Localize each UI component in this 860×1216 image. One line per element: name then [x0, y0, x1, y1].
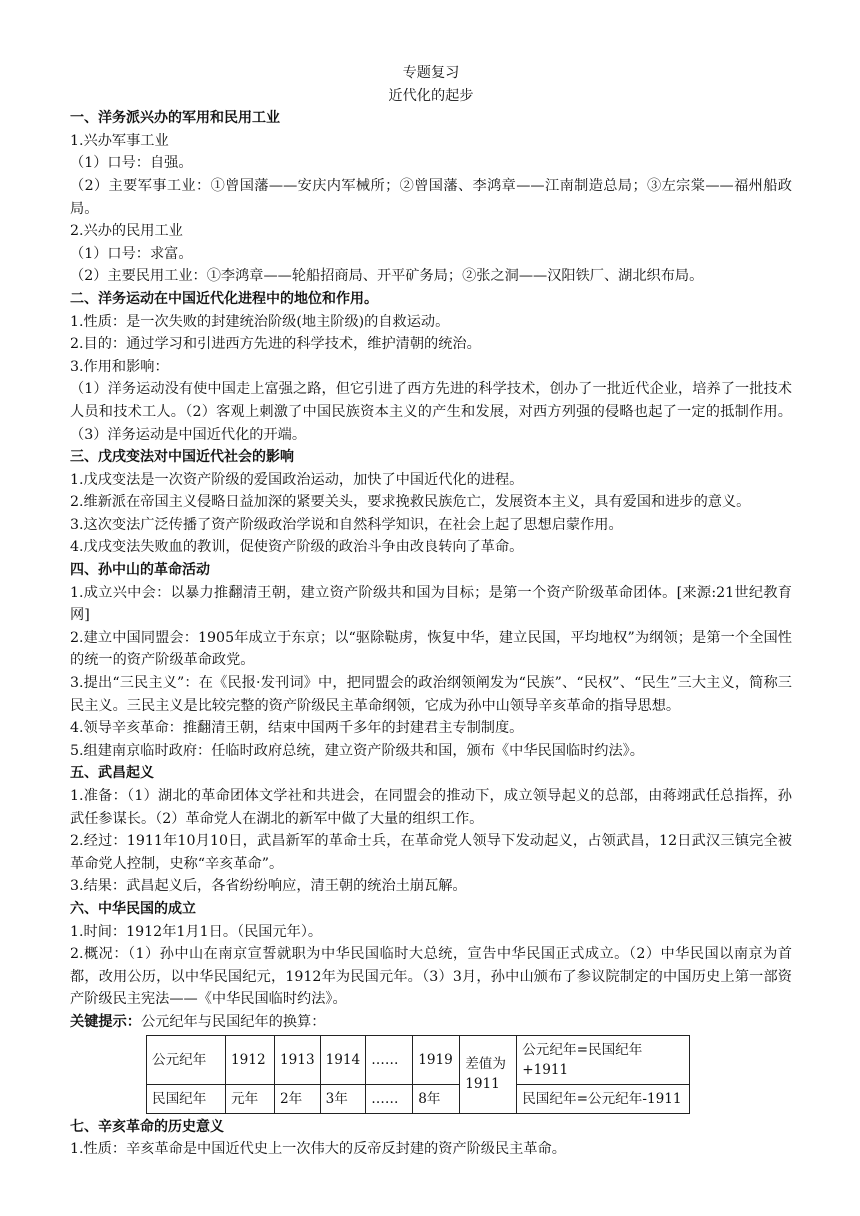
table-cell: 8年 — [413, 1084, 460, 1113]
paragraph: 1.戊戌变法是一次资产阶级的爱国政治运动，加快了中国近代化的进程。 — [70, 471, 524, 488]
paragraph: 5.组建南京临时政府：任临时政府总统，建立资产阶级共和国，颁布《中华民国临时约法》。 — [70, 742, 644, 759]
calendar-conversion-table-wrap — [146, 1035, 792, 1114]
table-cell-diff: 差值为1911 — [460, 1035, 517, 1113]
table-cell-formula: 民国纪年=公元纪年-1911 — [517, 1084, 690, 1113]
paragraph: （1）洋务运动没有使中国走上富强之路，但它引进了西方先进的科学技术，创办了一批近代企业，培养了一批技术人员和技术工人。（2）客观上刺激了中国民族资本主义的产生和发展，对西方列强的侵略也起了一定的抵制作用。（3）洋务运动是中国近代化的开端。 — [70, 381, 792, 443]
paragraph: 2.兴办的民用工业 — [70, 223, 183, 240]
paragraph: （2）主要军事工业：①曾国藩——安庆内军械所；②曾国藩、李鸿章——江南制造总局；③左宗棠——福州船政局。 — [70, 177, 792, 217]
paragraph: 1.成立兴中会：以暴力推翻清王朝，建立资产阶级共和国为目标；是第一个资产阶级革命团体。[来源:21世纪教育网] — [70, 584, 792, 624]
paragraph: （2）主要民用工业：①李鸿章——轮船招商局、开平矿务局；②张之洞——汉阳铁厂、湖北织布局。 — [70, 268, 704, 285]
section-heading: 四、孙中山的革命活动 — [70, 562, 210, 579]
table-row — [147, 1035, 690, 1084]
calendar-conversion-table — [146, 1035, 690, 1114]
section-heading: 二、洋务运动在中国近代化进程中的地位和作用。 — [70, 290, 378, 307]
key-tip-label: 关键提示： — [70, 1013, 141, 1030]
section-heading: 三、戊戌变法对中国近代社会的影响 — [70, 449, 294, 466]
table-cell: 元年 — [226, 1084, 275, 1113]
table-cell: …… — [366, 1084, 413, 1113]
paragraph: 1.性质：辛亥革命是中国近代史上一次伟大的反帝反封建的资产阶级民主革命。 — [70, 1141, 566, 1158]
doc-subtitle: 近代化的起步 — [388, 87, 474, 104]
paragraph: 3.结果：武昌起义后，各省纷纷响应，清王朝的统治土崩瓦解。 — [70, 878, 467, 895]
table-cell: 1914 — [320, 1035, 366, 1084]
paragraph: 3.提出“三民主义”：在《民报·发刊词》中，把同盟会的政治纲领阐发为“民族”、“民权”、“民生”三大主义，简称三民主义。三民主义是比较完整的资产阶级民主革命纲领，它成为孙中山领导辛亥革命的指导思想。 — [70, 675, 792, 714]
document-page — [70, 62, 792, 1161]
table-cell: 1919 — [413, 1035, 460, 1084]
table-cell-formula: 公元纪年=民国纪年+1911 — [517, 1035, 690, 1084]
paragraph: 2.目的：通过学习和引进西方先进的科学技术，维护清朝的统治。 — [70, 336, 481, 353]
key-tip — [70, 1011, 792, 1034]
table-cell: …… — [366, 1035, 413, 1084]
table-cell: 1912 — [226, 1035, 275, 1084]
paragraph: 2.概况：（1）孙中山在南京宣誓就职为中华民国临时大总统，宣告中华民国正式成立。（2）中华民国以南京为首都，改用公历，以中华民国纪元，1912年为民国元年。（3）3月，孙中山颁布了参议院制定的中国历史上第一部资产阶级民主宪法——《中华民国临时约法》。 — [70, 946, 792, 1008]
table-cell: 3年 — [320, 1084, 366, 1113]
table-cell: 民国纪年 — [147, 1084, 226, 1113]
section-heading: 六、中华民国的成立 — [70, 900, 196, 917]
paragraph: 2.维新派在帝国主义侵略日益加深的紧要关头，要求挽救民族危亡，发展资本主义，具有爱国和进步的意义。 — [70, 494, 751, 511]
paragraph: 4.领导辛亥革命：推翻清王朝，结束中国两千多年的封建君主专制制度。 — [70, 720, 524, 737]
paragraph: 2.经过：1911年10月10日，武昌新军的革命士兵，在革命党人领导下发动起义，占领武昌，12日武汉三镇完全被革命党人控制，史称“辛亥革命”。 — [70, 833, 792, 872]
paragraph: （1）口号：求富。 — [70, 245, 193, 262]
paragraph: 1.时间：1912年1月1日。（民国元年）。 — [70, 923, 323, 940]
section-heading: 七、辛亥革命的历史意义 — [70, 1118, 224, 1135]
doc-title: 专题复习 — [402, 65, 460, 81]
table-cell: 1913 — [275, 1035, 321, 1084]
section-heading: 五、武昌起义 — [70, 765, 154, 782]
paragraph: 2.建立中国同盟会：1905年成立于东京；以“驱除鞑虏，恢复中华，建立民国，平均地权”为纲领；是第一个全国性的统一的资产阶级革命政党。 — [70, 629, 792, 669]
key-tip-text: 公元纪年与民国纪年的换算： — [140, 1013, 326, 1030]
table-cell: 2年 — [275, 1084, 321, 1113]
paragraph: 3.这次变法广泛传播了资产阶级政治学说和自然科学知识，在社会上起了思想启蒙作用。 — [70, 516, 623, 533]
paragraph: 3.作用和影响： — [70, 358, 169, 375]
paragraph: （1）口号：自强。 — [70, 155, 193, 172]
paragraph: 1.兴办军事工业 — [70, 132, 169, 149]
section-heading: 一、洋务派兴办的军用和民用工业 — [70, 110, 280, 127]
table-cell: 公元纪年 — [147, 1035, 226, 1084]
paragraph: 1.性质：是一次失败的封建统治阶级(地主阶级)的自救运动。 — [70, 313, 450, 330]
table-row — [147, 1084, 690, 1113]
paragraph: 4.戊戌变法失败血的教训，促使资产阶级的政治斗争由改良转向了革命。 — [70, 539, 524, 556]
paragraph: 1.准备：（1）湖北的革命团体文学社和共进会，在同盟会的推动下，成立领导起义的总部，由蒋翊武任总指挥，孙武任参谋长。（2）革命党人在湖北的新军中做了大量的组织工作。 — [70, 788, 792, 827]
